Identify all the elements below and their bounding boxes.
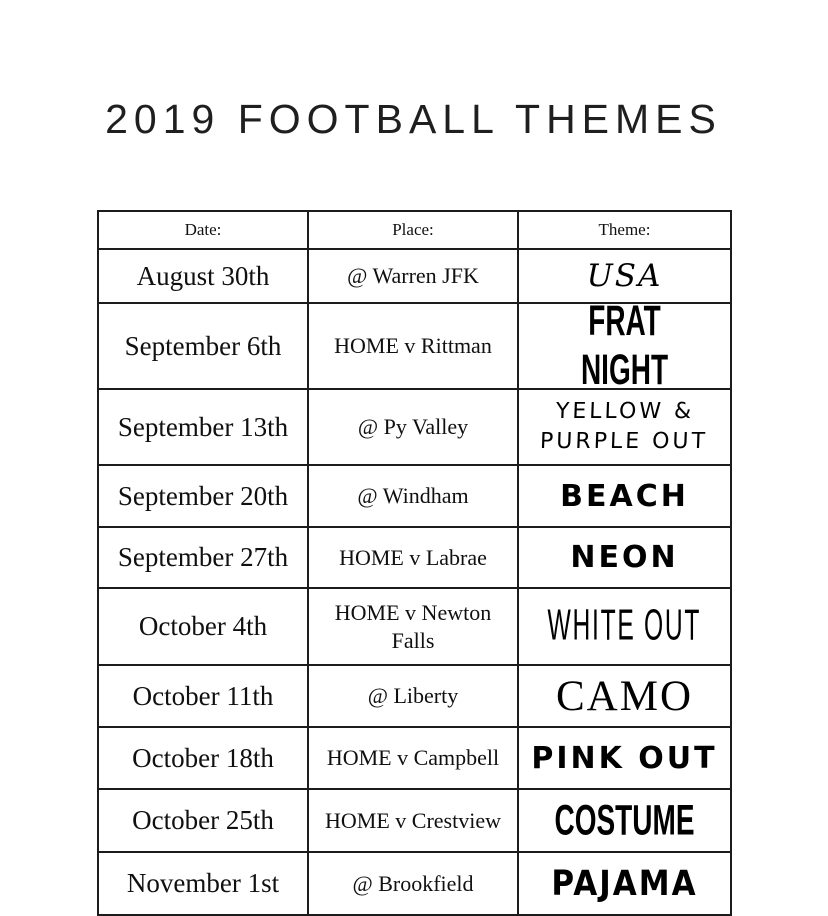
page-title: 2019 FOOTBALL THEMES [105, 96, 722, 142]
place-cell: HOME v Newton Falls [308, 588, 518, 665]
place-cell: @ Brookfield [308, 852, 518, 915]
theme-text: COSTUME [554, 796, 695, 844]
date-cell: September 27th [98, 527, 308, 588]
table-row [98, 727, 731, 789]
table-row [98, 389, 731, 465]
header-row [98, 211, 731, 249]
table-row [98, 527, 731, 588]
column-header-date: Date: [98, 211, 308, 249]
date-cell: October 25th [98, 789, 308, 852]
theme-text: CAMO [555, 672, 694, 720]
theme-cell [518, 665, 731, 727]
theme-text: WHITE OUT [547, 601, 702, 650]
theme-cell [518, 389, 731, 465]
theme-cell [518, 789, 731, 852]
place-cell: HOME v Crestview [308, 789, 518, 852]
theme-cell [518, 588, 731, 665]
place-cell: HOME v Rittman [308, 303, 518, 389]
place-cell: @ Py Valley [308, 389, 518, 465]
place-cell: @ Windham [308, 465, 518, 527]
table-row [98, 303, 731, 389]
theme-cell [518, 852, 731, 915]
date-cell: November 1st [98, 852, 308, 915]
theme-cell [518, 727, 731, 789]
column-header-place: Place: [308, 211, 518, 249]
place-cell: @ Warren JFK [308, 249, 518, 303]
table-row [98, 249, 731, 303]
table-row [98, 789, 731, 852]
table-row [98, 665, 731, 727]
themes-table [97, 210, 732, 916]
theme-cell [518, 527, 731, 588]
theme-text: PAJAMA [551, 863, 698, 904]
theme-text: USA [586, 258, 663, 294]
place-cell: HOME v Labrae [308, 527, 518, 588]
theme-text: FRAT NIGHT [580, 303, 669, 389]
theme-text: NEON [570, 540, 679, 575]
theme-text: PINK OUT [531, 740, 718, 776]
date-cell: August 30th [98, 249, 308, 303]
table-row [98, 852, 731, 915]
theme-text: BEACH [560, 478, 689, 514]
date-cell: October 18th [98, 727, 308, 789]
date-cell: September 6th [98, 303, 308, 389]
table-row [98, 465, 731, 527]
date-cell: October 11th [98, 665, 308, 727]
theme-cell [518, 465, 731, 527]
table-row [98, 588, 731, 665]
theme-cell [518, 303, 731, 389]
date-cell: October 4th [98, 588, 308, 665]
theme-cell [518, 249, 731, 303]
place-cell: HOME v Campbell [308, 727, 518, 789]
date-cell: September 13th [98, 389, 308, 465]
date-cell: September 20th [98, 465, 308, 527]
column-header-theme: Theme: [518, 211, 731, 249]
theme-text: YELLOW & PURPLE OUT [539, 399, 709, 454]
place-cell: @ Liberty [308, 665, 518, 727]
